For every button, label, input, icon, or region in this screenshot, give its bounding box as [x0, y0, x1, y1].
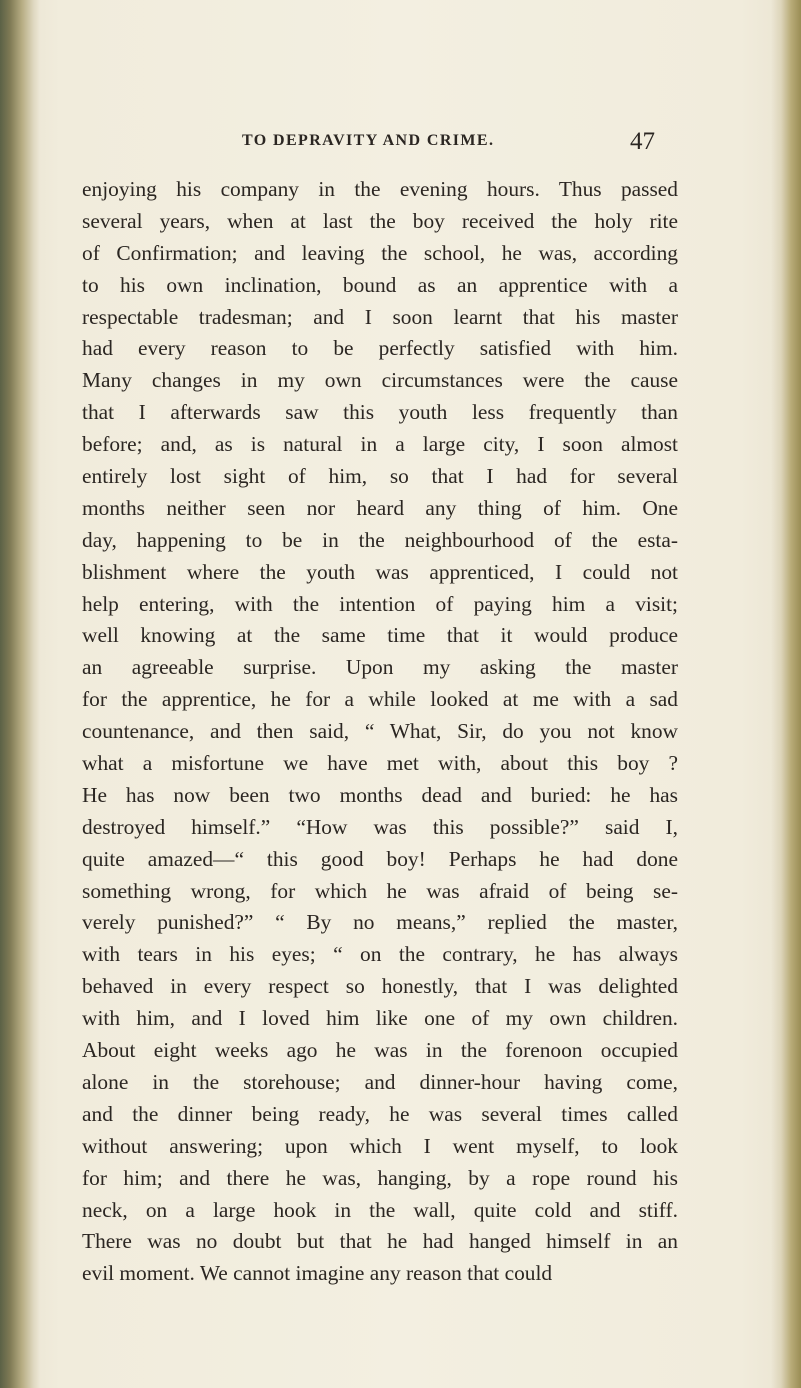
text-line: for him; and there he was, hanging, by a rope round his: [82, 1165, 678, 1190]
text-line: with tears in his eyes; “ on the contrary, he has always: [82, 942, 678, 967]
text-line: respectable tradesman; and I soon learnt that his master: [82, 304, 678, 329]
text-line: blishment where the youth was apprenticed, I could not: [82, 559, 678, 584]
text-line: of Confirmation; and leaving the school, he was, according: [82, 240, 678, 265]
text-line: had every reason to be perfectly satisfied with him.: [82, 336, 678, 361]
text-line: without answering; upon which I went myself, to look: [82, 1133, 678, 1158]
text-line: to his own inclination, bound as an apprentice with a: [82, 272, 678, 297]
text-line: About eight weeks ago he was in the forenoon occupied: [82, 1038, 678, 1063]
text-line: something wrong, for which he was afraid of being se-: [82, 878, 678, 903]
body-text: [82, 174, 678, 1290]
page-number: 47: [630, 128, 655, 155]
text-line: day, happening to be in the neighbourhood of the esta-: [82, 527, 678, 552]
text-line: entirely lost sight of him, so that I had for several: [82, 464, 678, 489]
text-line: There was no doubt but that he had hanged himself in an: [82, 1229, 678, 1254]
running-title: TO DEPRAVITY AND CRIME.: [242, 132, 495, 149]
text-line: well knowing at the same time that it would produce: [82, 623, 678, 648]
text-line: countenance, and then said, “ What, Sir, do you not know: [82, 719, 678, 744]
text-line: that I afterwards saw this youth less frequently than: [82, 400, 678, 425]
binding-gutter-left: [0, 0, 40, 1388]
text-line: alone in the storehouse; and dinner-hour having come,: [82, 1069, 678, 1094]
text-line: destroyed himself.” “How was this possible?” said I,: [82, 814, 678, 839]
running-head: [70, 128, 670, 158]
text-line: quite amazed—“ this good boy! Perhaps he had done: [82, 846, 678, 871]
text-line: neck, on a large hook in the wall, quite cold and stiff.: [82, 1197, 678, 1222]
text-line: for the apprentice, he for a while looked at me with a sad: [82, 687, 678, 712]
text-line: several years, when at last the boy received the holy rite: [82, 208, 678, 233]
text-line: before; and, as is natural in a large city, I soon almost: [82, 432, 678, 457]
page-edge-right: [771, 0, 801, 1388]
text-line: behaved in every respect so honestly, that I was delighted: [82, 974, 678, 999]
text-line: evil moment. We cannot imagine any reason that could: [82, 1261, 553, 1286]
text-line: and the dinner being ready, he was several times called: [82, 1101, 678, 1126]
text-line: verely punished?” “ By no means,” replied the master,: [82, 910, 678, 935]
text-line: with him, and I loved him like one of my own children.: [82, 1006, 678, 1031]
text-line: Many changes in my own circumstances were the cause: [82, 368, 678, 393]
text-line: what a misfortune we have met with, about this boy ?: [82, 751, 678, 776]
text-line: months neither seen nor heard any thing of him. One: [82, 495, 678, 520]
text-line: He has now been two months dead and buried: he has: [82, 782, 678, 807]
text-line: an agreeable surprise. Upon my asking the master: [82, 655, 678, 680]
text-line: help entering, with the intention of paying him a visit;: [82, 591, 678, 616]
text-line: enjoying his company in the evening hours. Thus passed: [82, 177, 678, 201]
